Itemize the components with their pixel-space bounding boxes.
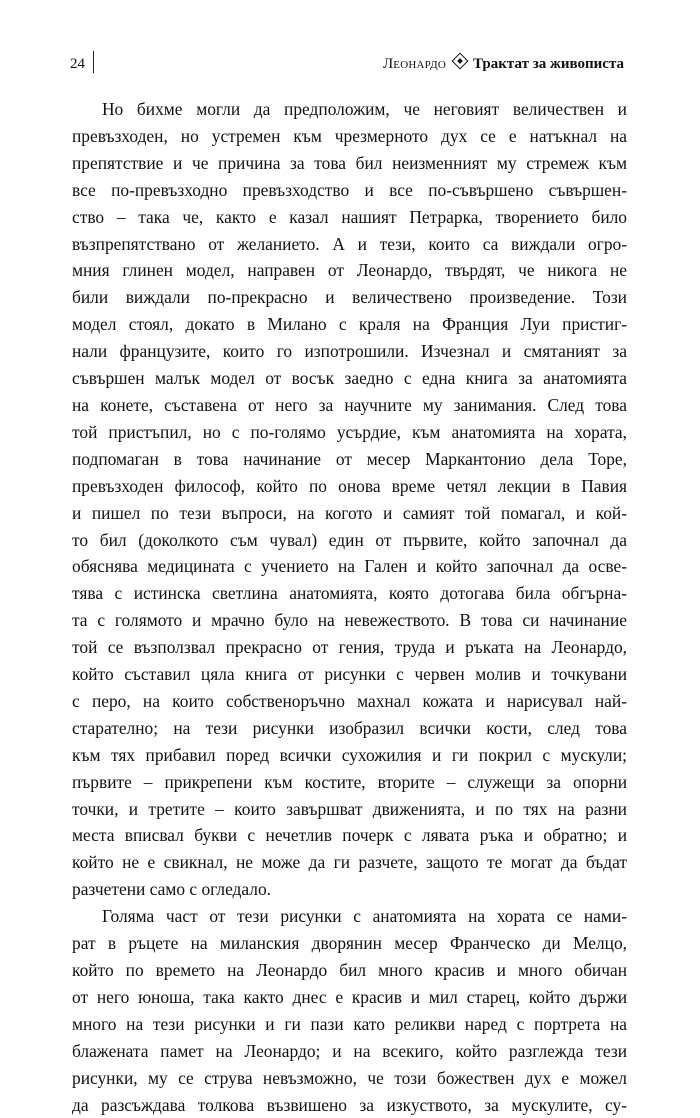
text-line: превъзходен, но устремен към чрезмерното дух се е натъкнал на [72,125,627,146]
text-line: от него юноша, така както днес е красив и мил старец, който държи [72,986,627,1007]
text-line: тява с истинска светлина анатомията, която дотогава била обгърна- [72,583,627,604]
header-divider [93,51,94,73]
text-line: много на тези рисунки и ги пази като реликви наред с портрета на [72,1013,627,1034]
running-header [70,56,624,78]
text-line: и пишел по тези въпроси, на когото и самият той помагал, и кой- [72,502,627,523]
text-line: възпрепятствано от желанието. А и тези, които са виждали огро- [72,233,627,254]
text-line: та с голямото и мрачно було на невежеството. В това си начинание [72,610,627,631]
text-line: все по-превъзходно превъзходство и все по-съвършено съвършен- [72,179,627,200]
text-line: превъзходен философ, който по онова време четял лекции в Павия [72,475,627,496]
body-text [72,96,627,1118]
text-line: съвършен малък модел от восък заедно с една книга за анатомията [72,368,627,389]
text-line: били виждали по-прекрасно и величествено произведение. Този [72,287,627,308]
text-line: с перо, на които собственоръчно махнал кожата и нарисувал най- [72,690,627,711]
text-line: ство – така че, както е казал нашият Петрарка, творението било [72,206,627,227]
text-line: разчетени само с огледало. [72,879,271,900]
text-line: мния глинен модел, направен от Леонардо, твърдят, че никога не [72,260,627,281]
text-line: към тях прибавил поред всички сухожилия и ги покрил с мускули; [72,744,627,765]
header-author: Леонардо [382,56,446,72]
text-line: рисунки, му се струва невъзможно, че този божествен дух е можел [72,1067,627,1088]
text-line: първите – прикрепени към костите, вторите – служещи за опорни [72,771,627,792]
text-line: който съставил цяла книга от рисунки с червен молив и точкувани [72,664,627,685]
text-line: на конете, съставена от него за научните му занимания. След това [72,394,627,415]
text-line: той пристъпил, но с по-голямо усърдие, към анатомията на хората, [72,421,627,442]
text-line: обяснява медицината с учението на Гален и който започнал да осве- [72,556,627,577]
text-line: блажената памет на Леонардо; и на всекиго, който разглежда тези [72,1040,627,1061]
text-line: нали французите, които го изпотрошили. Изчезнал и смятаният за [72,341,627,362]
text-line: който не е свикнал, не може да ги разчете, защото те могат да бъдат [72,852,627,873]
text-line: той се възползвал прекрасно от гения, труда и ръката на Леонардо, [72,637,627,658]
diamond-ornament-icon [452,53,469,70]
text-line: препятствие и че причина за това бил неизменният му стремеж към [72,152,627,173]
text-line: старателно; на тези рисунки изобразил всички кости, след това [72,717,627,738]
text-line: Но бихме могли да предположим, че неговият величествен и [102,99,627,119]
text-line: който по времето на Леонардо бил много красив и много обичан [72,960,627,980]
text-line: Голяма част от тези рисунки с анатомията на хората се нами- [102,906,627,927]
text-line: подпомаган в това начинание от месер Маркантонио дела Торе, [72,448,627,469]
text-line: да разсъждава толкова възвишено за изкуството, за мускулите, су- [72,1094,627,1115]
text-line: рат в ръцете на миланския дворянин месер Франческо ди Мелцо, [72,933,627,954]
text-line: то бил (доколкото съм чувал) един от първите, който започнал да [72,529,627,550]
page-number: 24 [70,56,85,72]
text-line: модел стоял, докато в Милано с краля на Франция Луи пристиг- [72,314,627,335]
running-title [383,56,624,73]
text-line: места вписвал букви с нечетлив почерк с лявата ръка и обратно; и [72,825,627,846]
text-line: точки, и третите – които завършват движенията, и по тях на разни [72,798,627,819]
header-book-title: Трактат за живописта [473,56,624,72]
